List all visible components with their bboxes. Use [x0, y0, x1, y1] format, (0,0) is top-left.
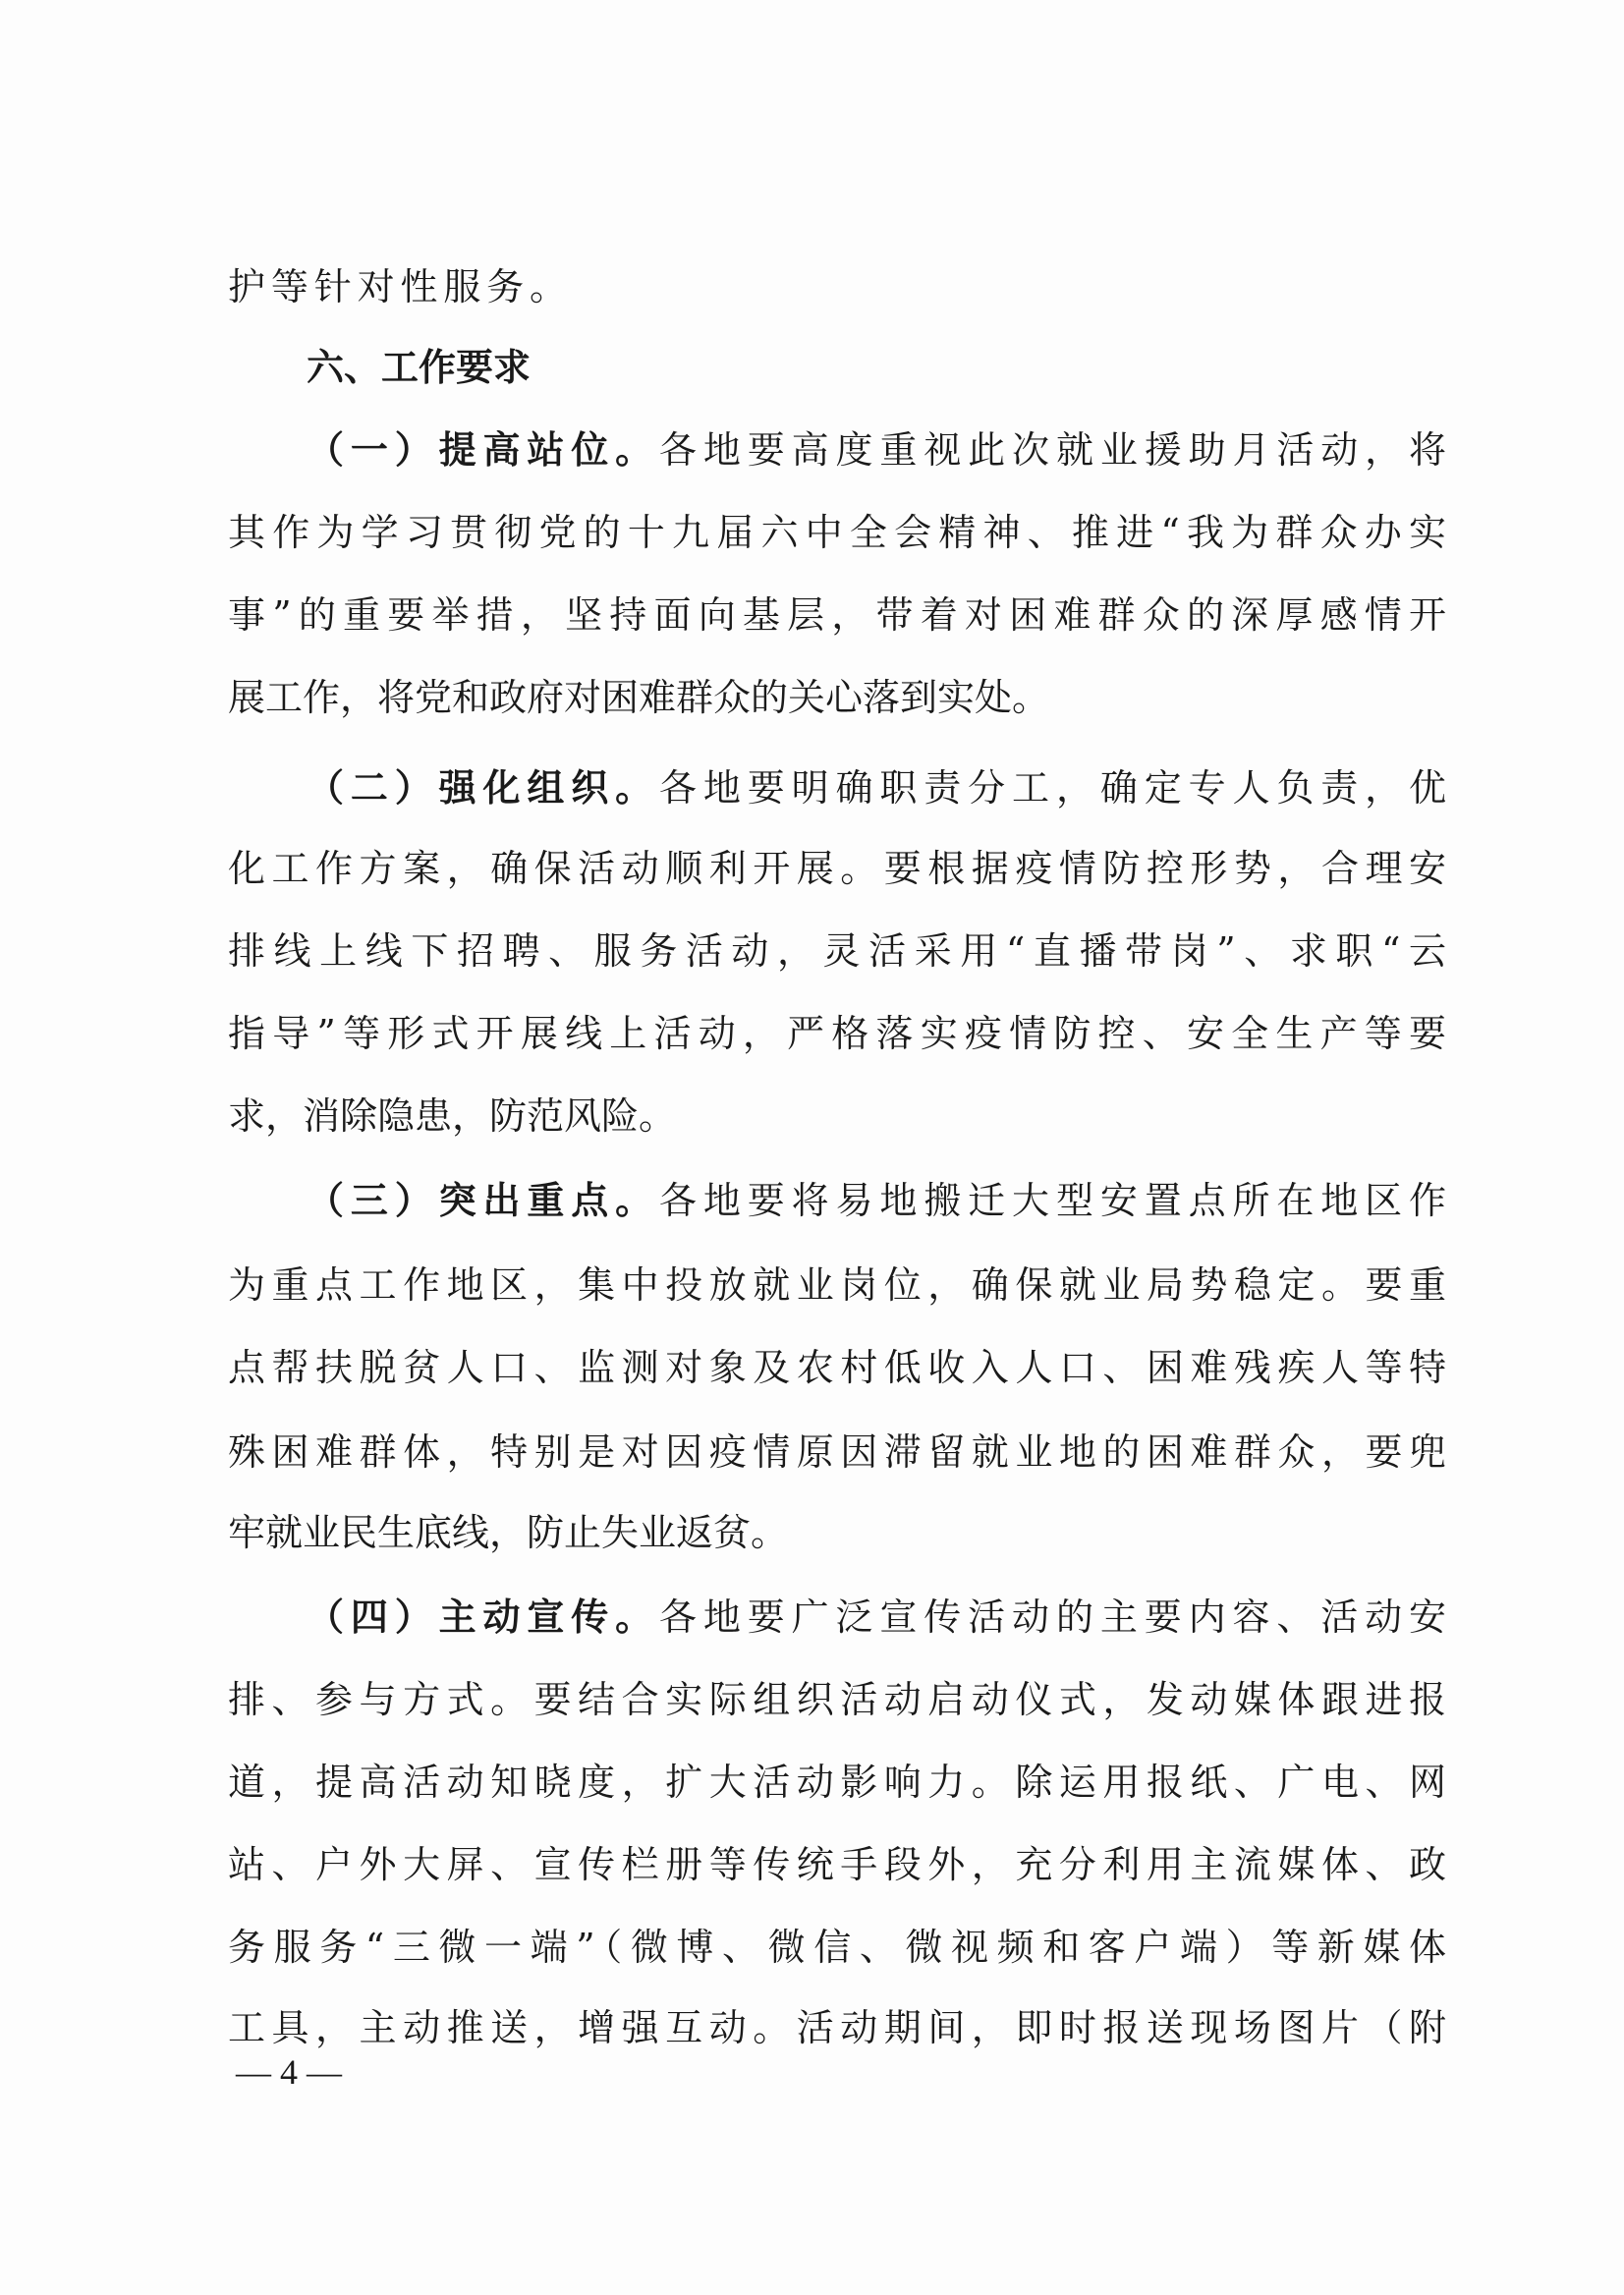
item-2-first-text: 各地要明确职责分工，确定专人负责，优 [659, 766, 1446, 810]
item-1-line: 其作为学习贯彻党的十九届六中全会精神、推进“我为群众办实 [228, 511, 1446, 554]
section-heading: 六、工作要求 [307, 345, 532, 389]
item-4-first-line [307, 1594, 1446, 1641]
item-2-line: 排线上线下招聘、服务活动，灵活采用“直播带岗”、求职“云 [228, 929, 1446, 973]
item-2-line: 求，消除隐患，防范风险。 [228, 1094, 677, 1138]
item-4-first-text: 各地要广泛宣传活动的主要内容、活动安 [659, 1595, 1446, 1639]
item-2-line: 化工作方案，确保活动顺利开展。要根据疫情防控形势，合理安 [228, 847, 1446, 890]
item-2-line: 指导”等形式开展线上活动，严格落实疫情防控、安全生产等要 [228, 1012, 1446, 1055]
item-4-line: 排、参与方式。要结合实际组织活动启动仪式，发动媒体跟进报 [228, 1678, 1446, 1721]
item-4-line: 站、户外大屏、宣传栏册等传统手段外，充分利用主流媒体、政 [228, 1843, 1446, 1886]
item-3-line: 点帮扶脱贫人口、监测对象及农村低收入人口、困难残疾人等特 [228, 1346, 1446, 1389]
page-number: — 4 — [236, 2052, 342, 2092]
item-1-label: （一）提高站位。 [307, 427, 660, 472]
item-3-first-line [307, 1177, 1446, 1224]
item-3-line: 殊困难群体，特别是对因疫情原因滞留就业地的困难群众，要兜 [228, 1430, 1446, 1474]
item-3-label: （三）突出重点。 [307, 1178, 660, 1222]
item-3-line: 为重点工作地区，集中投放就业岗位，确保就业局势稳定。要重 [228, 1263, 1446, 1307]
item-4-label: （四）主动宣传。 [307, 1595, 660, 1639]
item-1-first-line [307, 426, 1446, 474]
item-4-line: 工具，主动推送，增强互动。活动期间，即时报送现场图片（附 [228, 2006, 1446, 2049]
item-2-label: （二）强化组织。 [307, 765, 660, 810]
item-1-line: 展工作，将党和政府对困难群众的关心落到实处。 [228, 676, 1050, 719]
continuation-line: 护等针对性服务。 [228, 265, 567, 308]
item-1-first-text: 各地要高度重视此次就业援助月活动，将 [659, 428, 1446, 472]
item-3-first-text: 各地要将易地搬迁大型安置点所在地区作 [659, 1179, 1446, 1222]
item-3-line: 牢就业民生底线，防止失业返贫。 [228, 1511, 789, 1554]
item-4-line: 道，提高活动知晓度，扩大活动影响力。除运用报纸、广电、网 [228, 1761, 1446, 1804]
item-2-first-line [307, 764, 1446, 812]
item-1-line: 事”的重要举措，坚持面向基层，带着对困难群众的深厚感情开 [228, 593, 1446, 637]
item-4-line: 务服务“三微一端”（微博、微信、微视频和客户端）等新媒体 [228, 1926, 1446, 1969]
